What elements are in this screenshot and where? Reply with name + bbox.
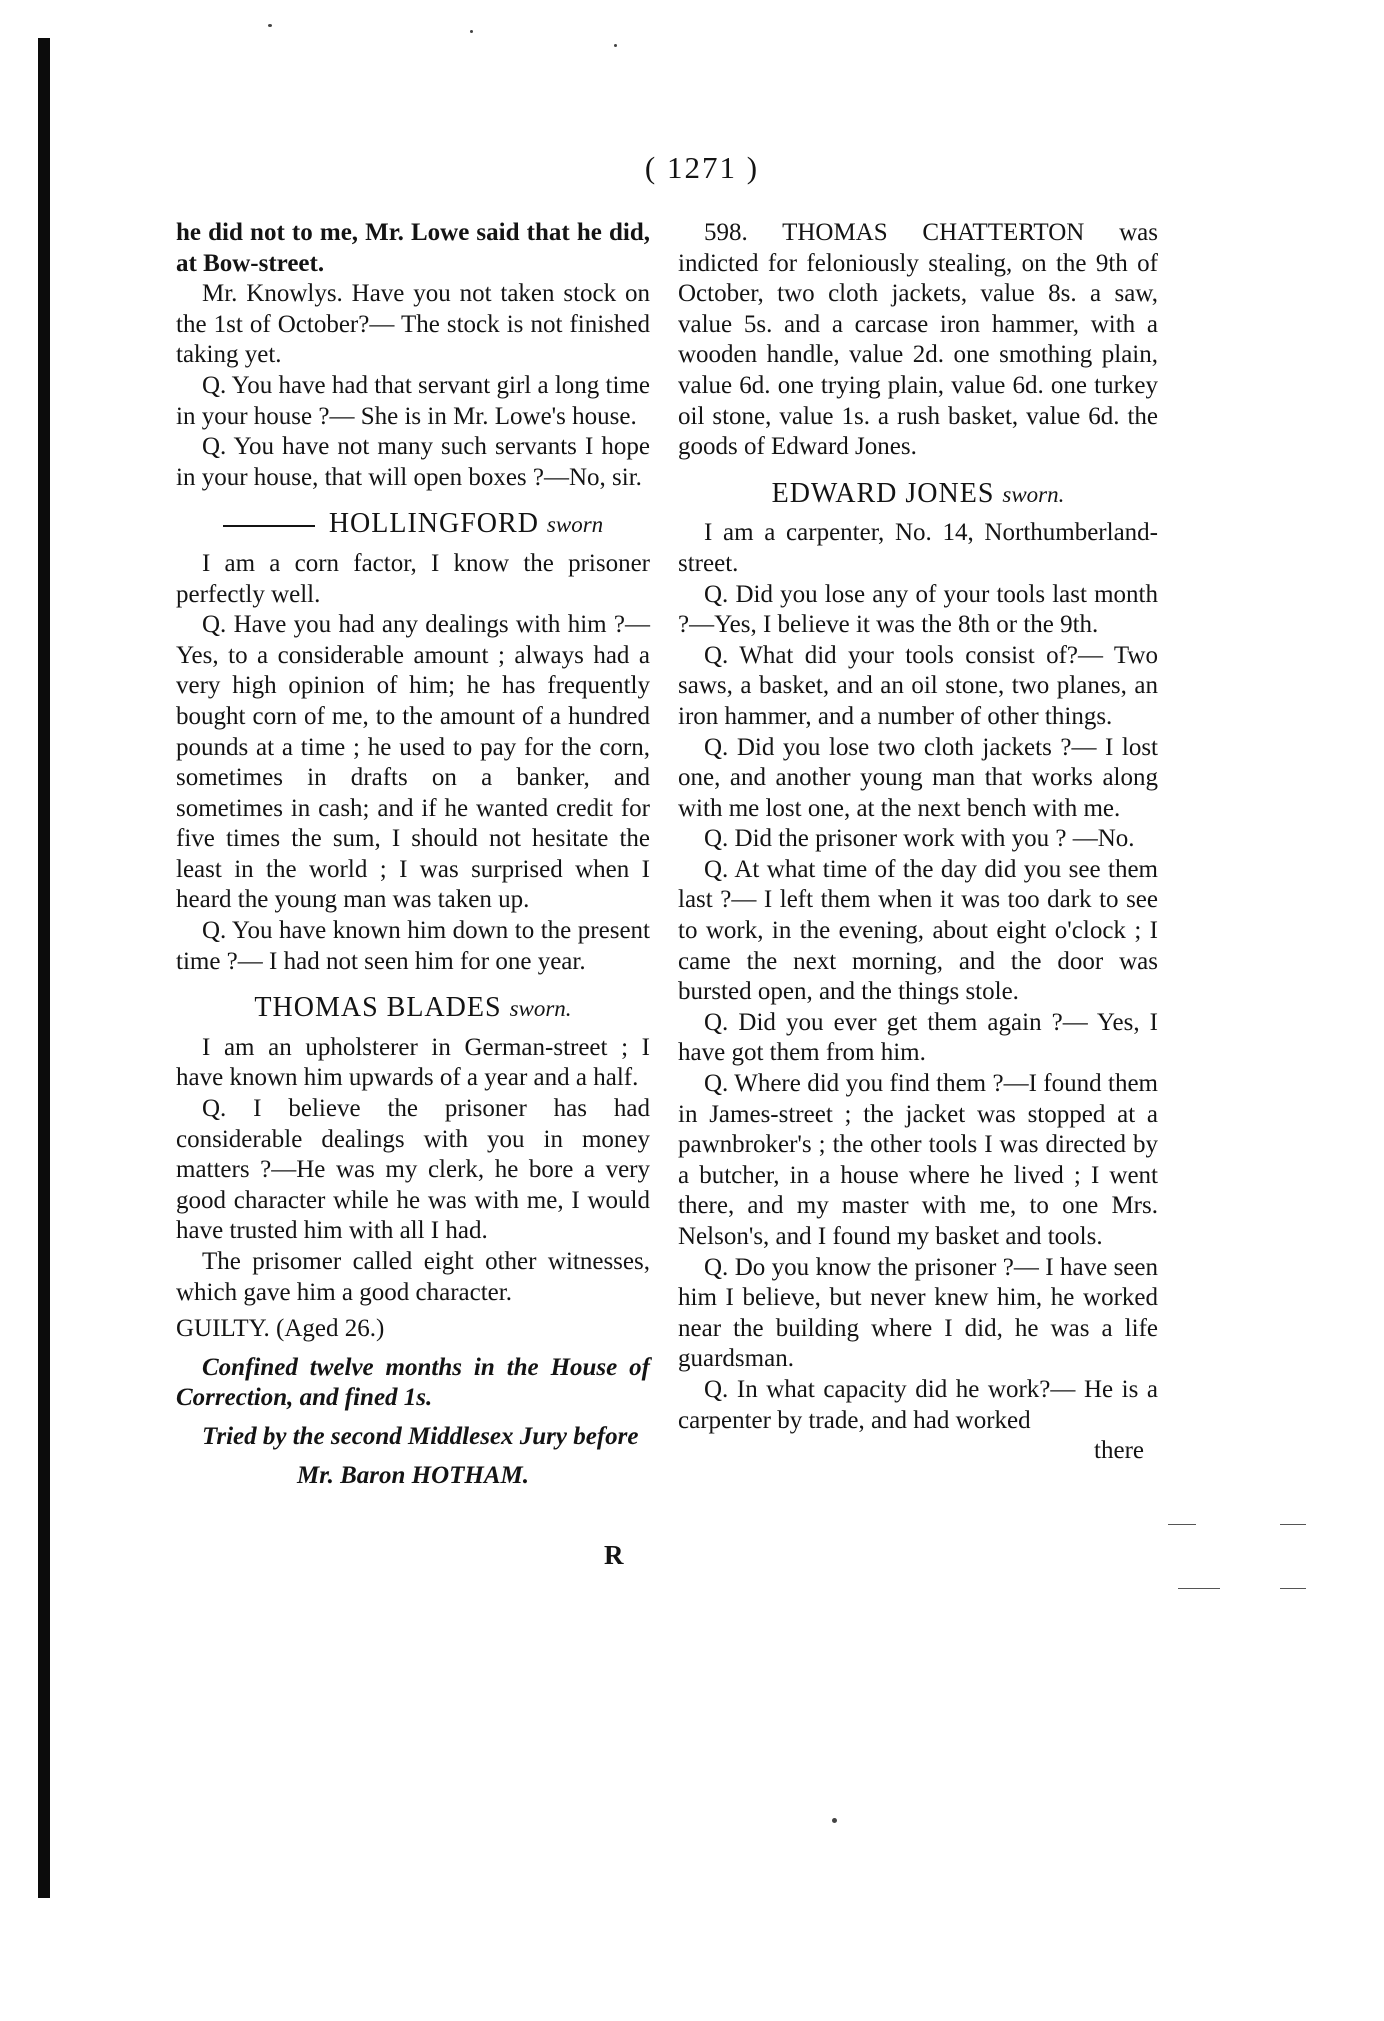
witness-heading	[176, 993, 650, 1025]
witness-heading	[176, 509, 650, 541]
paragraph: Q. Where did you find them ?—I found them in James-street ; the jacket was stopped at a pawnbroker's ; the other tools I was directed by a butcher, in a house where he lived ; I went there, and my master with me, to one Mrs. Nelson's, and I found my basket and tools.	[678, 1070, 1158, 1250]
paragraph: Q. In what capacity did he work?— He is a carpenter by trade, and had worked	[678, 1375, 1158, 1434]
left-column	[176, 218, 650, 1491]
witness-name: EDWARD JONES	[771, 477, 995, 509]
paragraph: Q. You have had that servant girl a long time in your house ?— She is in Mr. Lowe's house.	[176, 371, 650, 430]
margin-rule	[1280, 1588, 1306, 1589]
verdict: GUILTY. (Aged 26.)	[176, 1315, 385, 1343]
ink-speck	[268, 24, 272, 27]
paragraph: Q. Did you lose any of your tools last month ?—Yes, I believe it was the 8th or the 9th.	[678, 580, 1158, 639]
paragraph: Q. Do you know the prisoner ?— I have seen him I believe, but never knew him, he worked near the building where I did, he was a life guardsman.	[678, 1253, 1158, 1373]
paragraph: Q. Did you ever get them again ?— Yes, I have got them from him.	[678, 1008, 1158, 1067]
paragraph: Mr. Knowlys. Have you not taken stock on the 1st of October?— The stock is not finished taking yet.	[176, 280, 650, 369]
paragraph: Q. Did you lose two cloth jackets ?— I lost one, and another young man that works along with me lost one, at the next bench with me.	[678, 733, 1158, 822]
paragraph: Q. Have you had any dealings with him ?—Yes, to a considerable amount ; always had a very high opinion of him; he has frequently bought corn of me, to the amount of a hundred pounds at a time ; he used to pay for the corn, sometimes in drafts on a banker, and sometimes in cash; and if he wanted credit for five times the sum, I should not hesitate the least in the world ; I was surprised when I heard the young man was taken up.	[176, 611, 650, 914]
paragraph: Q. You have known him down to the present time ?— I had not seen him for one year.	[176, 917, 650, 975]
jury-line: Tried by the second Middlesex Jury before	[202, 1422, 639, 1450]
witness-heading	[678, 479, 1158, 511]
paragraph: Q. Did the prisoner work with you ? —No.	[704, 825, 1135, 853]
paragraph: I am a corn factor, I know the prisoner perfectly well.	[176, 549, 650, 608]
right-column	[678, 218, 1158, 1467]
sworn-label: sworn	[546, 512, 604, 538]
page-number: ( 1271 )	[644, 150, 760, 185]
signature-mark: R	[604, 1540, 624, 1570]
page-binding-edge	[38, 38, 50, 1898]
paragraph: Q. What did your tools consist of?— Two saws, a basket, and an oil stone, two planes, an iron hammer, and a number of other things.	[678, 641, 1158, 730]
witness-name: HOLLINGFORD	[328, 508, 539, 540]
paragraph: The prisomer called eight other witnesses, which gave him a good character.	[176, 1248, 650, 1306]
indictment-paragraph: 598. THOMAS CHATTERTON was indicted for feloniously stealing, on the 9th of October, two cloth jackets, value 8s. a saw, value 5s. and a carcase iron hammer, with a wooden handle, value 2d. one smothing plain, value 6d. one trying plain, value 6d. one turkey oil stone, value 1s. a rush basket, value 6d. the goods of Edward Jones.	[678, 219, 1158, 461]
sentence: Confined twelve months in the House of Correction, and fined 1s.	[176, 1353, 650, 1412]
judge-line: Mr. Baron HOTHAM.	[296, 1461, 529, 1489]
paragraph: Q. At what time of the day did you see them last ?— I left them when it was too dark to see to work, in the evening, about eight o'clock ; I came the next morning, and the door was bursted open, and the things stole.	[678, 855, 1158, 1006]
heading-dash	[223, 525, 315, 527]
witness-name: THOMAS BLADES	[254, 992, 502, 1024]
catchword: there	[1094, 1437, 1144, 1465]
ink-speck	[614, 44, 617, 47]
ink-speck	[832, 1818, 837, 1823]
ink-speck	[470, 30, 473, 33]
margin-rule	[1280, 1524, 1306, 1525]
sworn-label: sworn.	[1002, 481, 1065, 507]
paragraph: Q. I believe the prisoner has had considerable dealings with you in money matters ?—He was my clerk, he bore a very good character while he was with me, I would have trusted him with all I had.	[176, 1095, 650, 1245]
margin-rule	[1178, 1588, 1220, 1589]
paragraph: I am a carpenter, No. 14, Northumberland-street.	[678, 519, 1158, 577]
sworn-label: sworn.	[509, 996, 572, 1022]
paragraph: Q. You have not many such servants I hope in your house, that will open boxes ?—No, sir.	[176, 433, 650, 491]
paragraph: I am an upholsterer in German-street ; I have known him upwards of a year and a half.	[176, 1033, 650, 1092]
margin-rule	[1168, 1524, 1196, 1525]
paragraph: he did not to me, Mr. Lowe said that he did, at Bow-street.	[176, 219, 650, 277]
